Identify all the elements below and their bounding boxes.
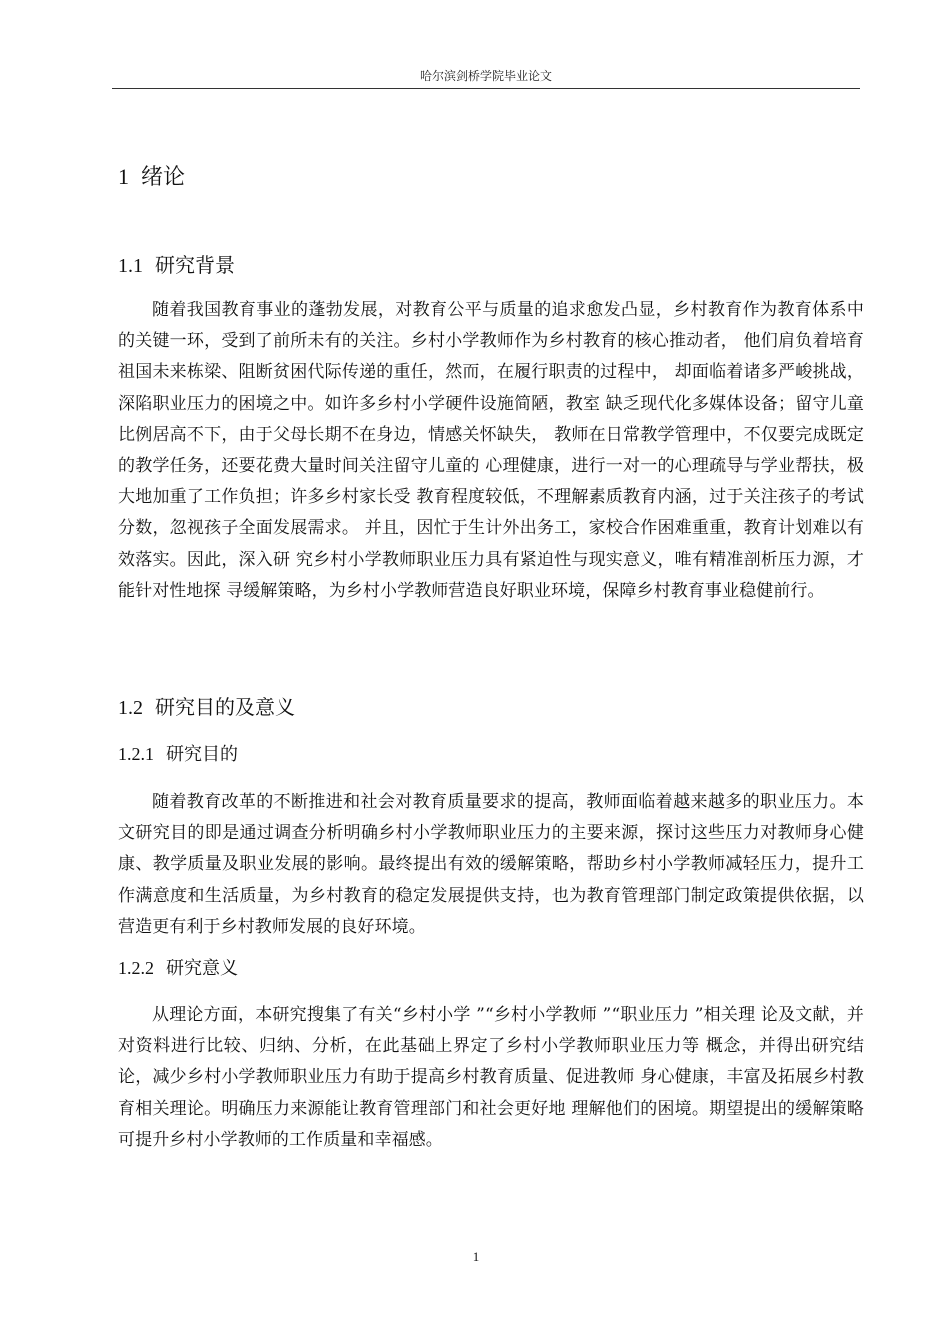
- chapter-title: 绪论: [141, 165, 186, 190]
- running-header: 哈尔滨剑桥学院毕业论文: [419, 69, 552, 83]
- subsection-number: 1.2.1: [118, 744, 154, 764]
- section-title: 研究背景: [155, 253, 235, 277]
- section-title: 研究目的及意义: [155, 695, 295, 719]
- page-number: 1: [472, 1249, 480, 1264]
- subsection-heading-purpose: [118, 741, 238, 768]
- chapter-heading: [118, 162, 185, 193]
- subsection-title: 研究意义: [166, 958, 238, 979]
- subsection-number: 1.2.2: [118, 958, 154, 978]
- subsection-title: 研究目的: [166, 744, 238, 765]
- purpose-paragraph: 随着教育改革的不断推进和社会对教育质量要求的提高，教师面临着越来越多的职业压力。本文研究目的即是通过调查分析明确乡村小学教师职业压力的主要来源，探讨这些压力对教师身心健康、教学质量及职业发展的影响。最终提出有效的缓解策略，帮助乡村小学教师减轻压力，提升工作满意度和生活质量，为乡村教育的稳定发展提供支持，也为教育管理部门制定政策提供依据，以营造更有利于乡村教师发展的良好环境。: [118, 792, 864, 937]
- section-number: 1.1: [118, 255, 143, 277]
- section-heading-purpose-significance: [118, 693, 295, 722]
- chapter-number: 1: [118, 164, 129, 189]
- section-number: 1.2: [118, 697, 143, 719]
- subsection-heading-significance: [118, 955, 238, 982]
- background-paragraph: 随着我国教育事业的蓬勃发展，对教育公平与质量的追求愈发凸显，乡村教育作为教育体系中的关键一环，受到了前所未有的关注。乡村小学教师作为乡村教育的核心推动者， 他们肩负着培育祖国未来栋梁、阻断贫困代际传递的重任，然而，在履行职责的过程中， 却面临着诸多严峻挑战，深陷职业压力的困境之中。如许多乡村小学硬件设施简陋，教室 缺乏现代化多媒体设备；留守儿童比例居高不下，由于父母长期不在身边，情感关怀缺失， 教师在日常教学管理中，不仅要完成既定的教学任务，还要花费大量时间关注留守儿童的 心理健康，进行一对一的心理疏导与学业帮扶，极大地加重了工作负担；许多乡村家长受 教育程度较低，不理解素质教育内涵，过于关注孩子的考试分数，忽视孩子全面发展需求。 并且，因忙于生计外出务工，家校合作困难重重，教育计划难以有效落实。因此，深入研 究乡村小学教师职业压力具有紧迫性与现实意义，唯有精准剖析压力源，才能针对性地探 寻缓解策略，为乡村小学教师营造良好职业环境，保障乡村教育事业稳健前行。: [118, 300, 864, 601]
- significance-paragraph: 从理论方面，本研究搜集了有关“乡村小学 ”“乡村小学教师 ”“职业压力 ”相关理 论及文献，并对资料进行比较、归纳、分析，在此基础上界定了乡村小学教师职业压力等 概念，并得出研究结论，减少乡村小学教师职业压力有助于提高乡村教育质量、促进教师 身心健康，丰富及拓展乡村教育相关理论。明确压力来源能让教育管理部门和社会更好地 理解他们的困境。期望提出的缓解策略可提升乡村小学教师的工作质量和幸福感。: [118, 1005, 864, 1150]
- section-heading-background: [118, 251, 235, 280]
- header-rule: [112, 88, 860, 89]
